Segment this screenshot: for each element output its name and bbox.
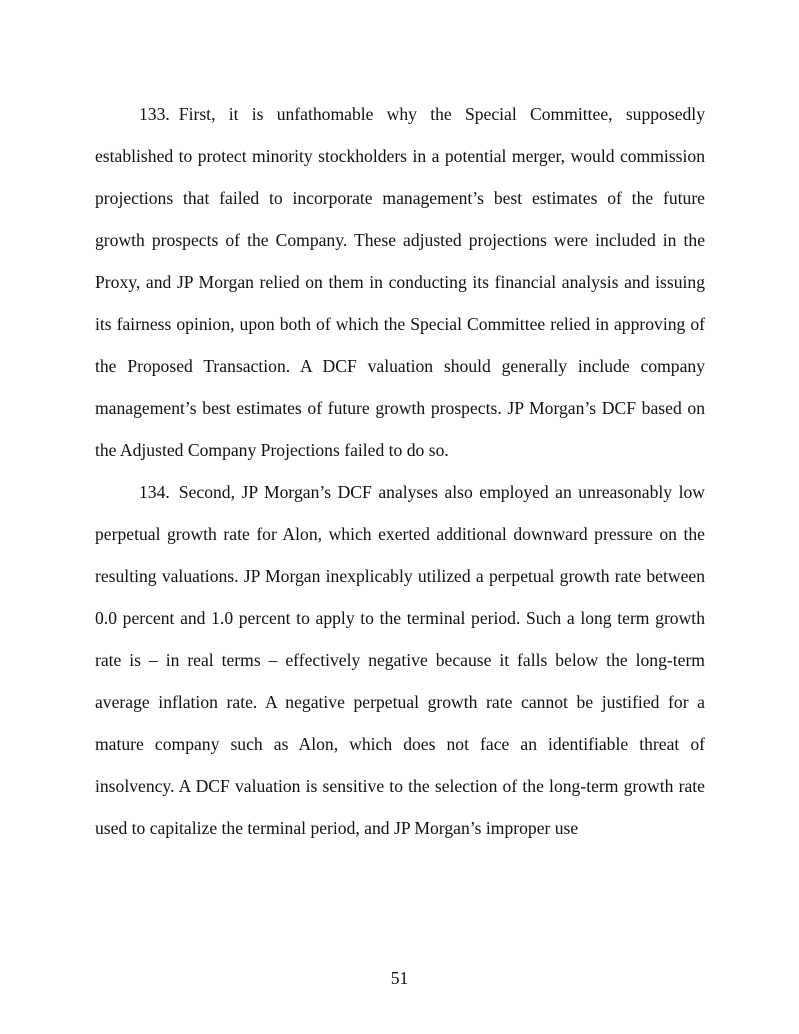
page-number: 51 — [390, 968, 409, 988]
paragraph-133 — [95, 93, 705, 471]
paragraph-number: 133. — [139, 104, 170, 124]
paragraph-number: 134. — [139, 482, 170, 502]
paragraph-134 — [95, 471, 705, 849]
body-text — [95, 93, 705, 849]
paragraph-text: First, it is unfathomable why the Special Committee, supposedly established to protect minority stockholders in a potential merger, would commission projections that failed to incorporate management’s best estimates of the future growth prospects of the Company. These adjusted projections were included in the Proxy, and JP Morgan relied on them in conducting its financial analysis and issuing its fairness opinion, upon both of which the Special Committee relied in approving of the Proposed Transaction. A DCF valuation should generally include company management’s best estimates of future growth prospects. JP Morgan’s DCF based on the Adjusted Company Projections failed to do so. — [95, 104, 705, 460]
paragraph-text: Second, JP Morgan’s DCF analyses also employed an unreasonably low perpetual growth rate for Alon, which exerted additional downward pressure on the resulting valuations. JP Morgan inexplicably utilized a perpetual growth rate between 0.0 percent and 1.0 percent to apply to the terminal period. Such a long term growth rate is – in real terms – effectively negative because it falls below the long-term average inflation rate. A negative perpetual growth rate cannot be justified for a mature company such as Alon, which does not face an identifiable threat of insolvency. A DCF valuation is sensitive to the selection of the long-term growth rate used to capitalize the terminal period, and JP Morgan’s improper use — [95, 482, 705, 838]
